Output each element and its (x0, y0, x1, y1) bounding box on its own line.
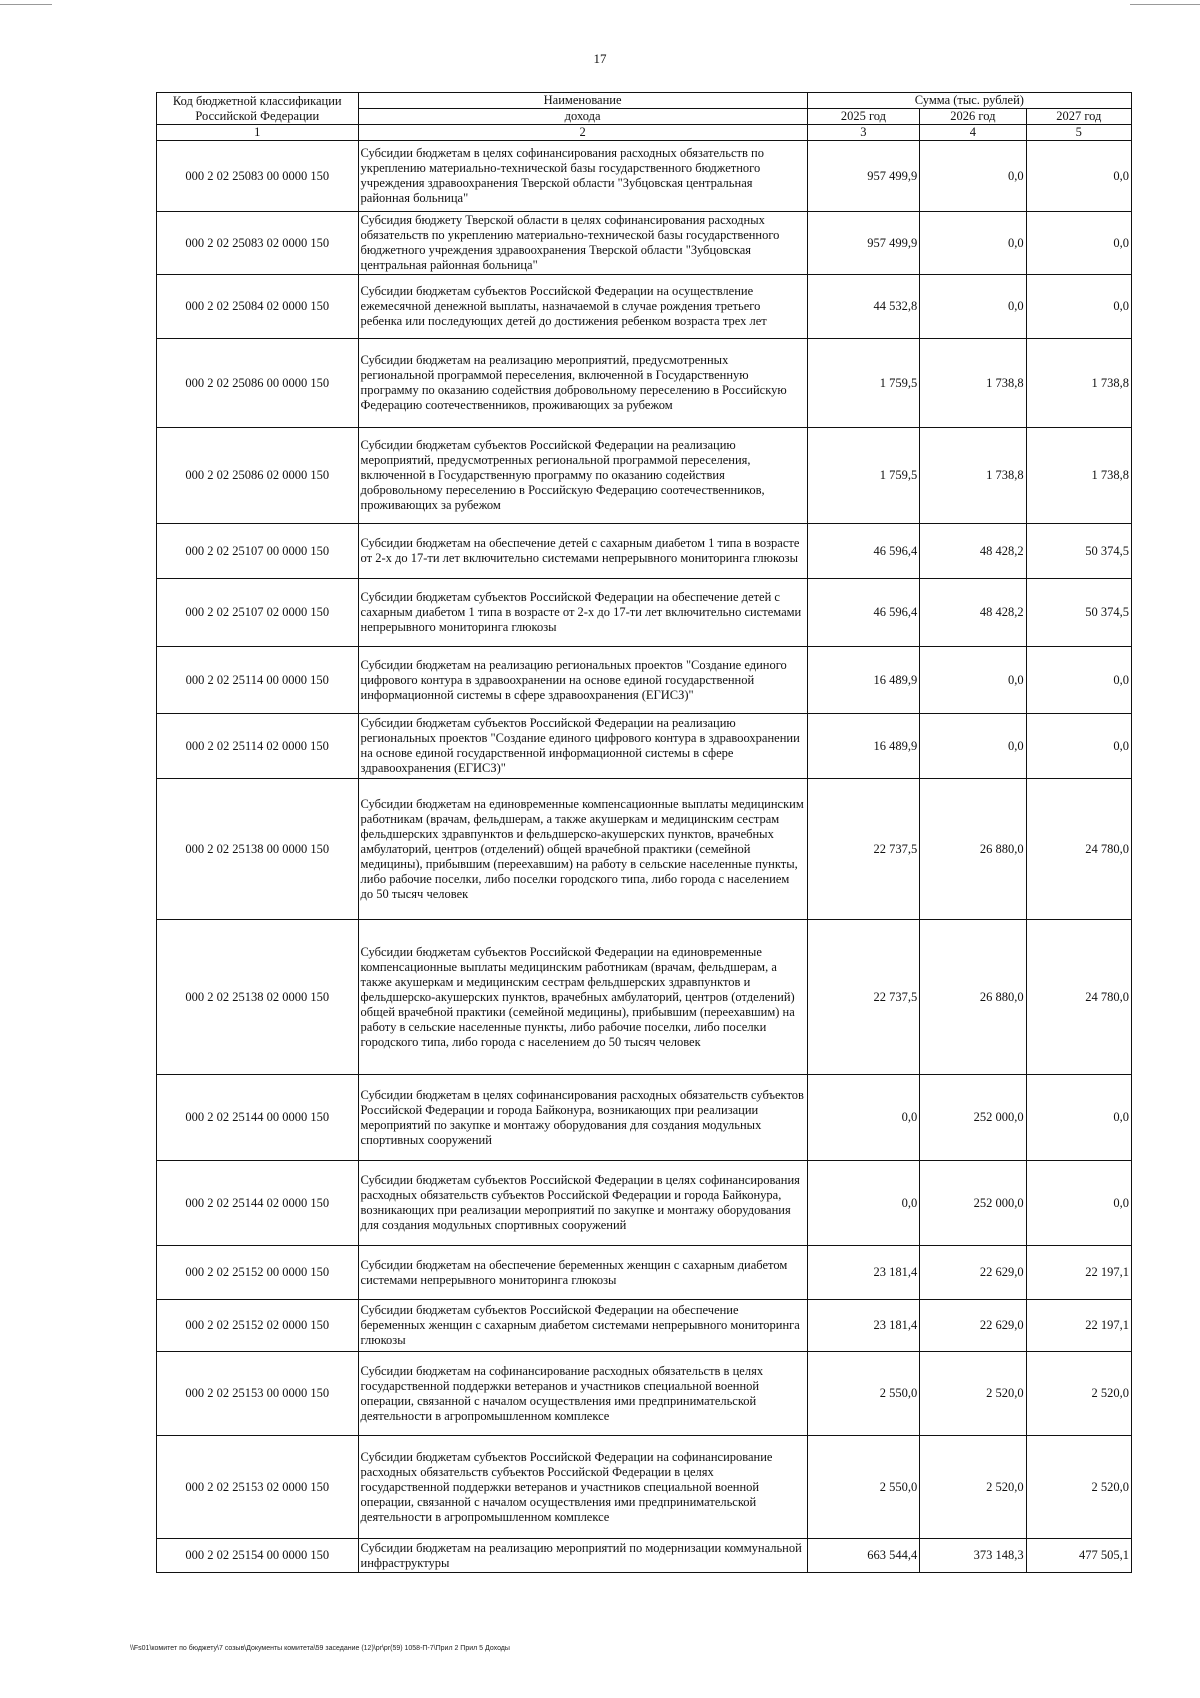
budget-code-cell: 000 2 02 25152 00 0000 150 (157, 1246, 359, 1300)
table-row (157, 428, 1132, 524)
revenue-name-cell: Субсидии бюджетам на обеспечение беременных женщин с сахарным диабетом системами непрерывного мониторинга глюкозы (358, 1246, 807, 1300)
budget-code-cell: 000 2 02 25144 02 0000 150 (157, 1161, 359, 1246)
header-name-line2: дохода (358, 109, 807, 125)
amount-2026-cell: 0,0 (920, 141, 1026, 212)
amount-2027-cell: 50 374,5 (1026, 524, 1131, 579)
amount-2025-cell: 1 759,5 (807, 428, 920, 524)
amount-2025-cell: 46 596,4 (807, 524, 920, 579)
revenue-name-cell: Субсидии бюджетам субъектов Российской Федерации на реализацию региональных проектов "Создание единого цифрового контура в здравоохранении на основе единой государственной информационной системы в сфере здравоохранения (ЕГИСЗ)" (358, 714, 807, 779)
budget-code-cell: 000 2 02 25154 00 0000 150 (157, 1539, 359, 1573)
revenue-name-cell: Субсидии бюджетам субъектов Российской Федерации на обеспечение детей с сахарным диабетом 1 типа в возрасте от 2-х до 17-ти лет включительно системами непрерывного мониторинга глюкозы (358, 579, 807, 647)
budget-code-cell: 000 2 02 25153 00 0000 150 (157, 1352, 359, 1436)
budget-code-cell: 000 2 02 25138 02 0000 150 (157, 920, 359, 1075)
table-row (157, 714, 1132, 779)
amount-2025-cell: 16 489,9 (807, 647, 920, 714)
amount-2026-cell: 26 880,0 (920, 920, 1026, 1075)
header-sum-group: Сумма (тыс. рублей) (807, 93, 1131, 109)
budget-code-cell: 000 2 02 25152 02 0000 150 (157, 1300, 359, 1352)
table-row (157, 275, 1132, 339)
amount-2026-cell: 48 428,2 (920, 524, 1026, 579)
amount-2027-cell: 1 738,8 (1026, 339, 1131, 428)
amount-2026-cell: 373 148,3 (920, 1539, 1026, 1573)
amount-2026-cell: 22 629,0 (920, 1300, 1026, 1352)
scan-mark (0, 4, 52, 5)
column-number: 3 (807, 125, 920, 141)
amount-2026-cell: 2 520,0 (920, 1436, 1026, 1539)
table-row (157, 1300, 1132, 1352)
table-row (157, 779, 1132, 920)
table-row (157, 579, 1132, 647)
amount-2027-cell: 0,0 (1026, 1161, 1131, 1246)
footer-file-path: \\Fs01\комитет по бюджету\7 созыв\Документы комитета\59 заседание (12)\pr\pr(59) 1058-П-7\Прил 2 Прил 5 Доходы (130, 1645, 510, 1652)
table-row (157, 1246, 1132, 1300)
amount-2026-cell: 0,0 (920, 212, 1026, 275)
column-number: 2 (358, 125, 807, 141)
budget-code-cell: 000 2 02 25114 00 0000 150 (157, 647, 359, 714)
amount-2027-cell: 24 780,0 (1026, 779, 1131, 920)
amount-2027-cell: 1 738,8 (1026, 428, 1131, 524)
amount-2025-cell: 2 550,0 (807, 1352, 920, 1436)
amount-2027-cell: 477 505,1 (1026, 1539, 1131, 1573)
amount-2025-cell: 2 550,0 (807, 1436, 920, 1539)
amount-2026-cell: 1 738,8 (920, 339, 1026, 428)
amount-2026-cell: 0,0 (920, 647, 1026, 714)
amount-2025-cell: 0,0 (807, 1161, 920, 1246)
amount-2027-cell: 50 374,5 (1026, 579, 1131, 647)
header-year-2027: 2027 год (1026, 109, 1131, 125)
table-row (157, 920, 1132, 1075)
column-number: 1 (157, 125, 359, 141)
table-row (157, 1352, 1132, 1436)
amount-2026-cell: 252 000,0 (920, 1075, 1026, 1161)
budget-code-cell: 000 2 02 25084 02 0000 150 (157, 275, 359, 339)
amount-2027-cell: 0,0 (1026, 1075, 1131, 1161)
revenue-name-cell: Субсидии бюджетам субъектов Российской Федерации на софинансирование расходных обязательств субъектов Российской Федерации в целях государственной поддержки ветеранов и участников специальной военной операции, связанной с началом осуществления ими предпринимательской деятельности в агропромышленном комплексе (358, 1436, 807, 1539)
amount-2027-cell: 22 197,1 (1026, 1300, 1131, 1352)
revenue-name-cell: Субсидии бюджетам в целях софинансирования расходных обязательств субъектов Российской Федерации и города Байконура, возникающих при реализации мероприятий по закупке и монтажу оборудования для создания модульных спортивных сооружений (358, 1075, 807, 1161)
amount-2027-cell: 0,0 (1026, 647, 1131, 714)
revenue-name-cell: Субсидия бюджету Тверской области в целях софинансирования расходных обязательств по укреплению материально-технической базы государственного бюджетного учреждения здравоохранения Тверской области "Зубцовская центральная районная больница" (358, 212, 807, 275)
budget-code-cell: 000 2 02 25153 02 0000 150 (157, 1436, 359, 1539)
revenue-name-cell: Субсидии бюджетам субъектов Российской Федерации на реализацию мероприятий, предусмотренных региональной программой переселения, включенной в Государственную программу по оказанию содействия добровольному переселению в Российскую Федерацию соотечественников, проживающих за рубежом (358, 428, 807, 524)
amount-2027-cell: 0,0 (1026, 714, 1131, 779)
amount-2027-cell: 0,0 (1026, 212, 1131, 275)
budget-code-cell: 000 2 02 25086 00 0000 150 (157, 339, 359, 428)
table-row (157, 1075, 1132, 1161)
budget-code-cell: 000 2 02 25107 02 0000 150 (157, 579, 359, 647)
amount-2025-cell: 1 759,5 (807, 339, 920, 428)
scan-mark (1130, 4, 1200, 5)
revenue-name-cell: Субсидии бюджетам на реализацию мероприятий, предусмотренных региональной программой переселения, включенной в Государственную программу по оказанию содействия добровольному переселению в Российскую Федерацию соотечественников, проживающих за рубежом (358, 339, 807, 428)
budget-code-cell: 000 2 02 25083 00 0000 150 (157, 141, 359, 212)
revenue-name-cell: Субсидии бюджетам субъектов Российской Федерации на осуществление ежемесячной денежной выплаты, назначаемой в случае рождения третьего ребенка или последующих детей до достижения ребенком возраста трех лет (358, 275, 807, 339)
header-code: Код бюджетной классификации Российской Федерации (157, 93, 359, 125)
amount-2026-cell: 0,0 (920, 275, 1026, 339)
amount-2027-cell: 2 520,0 (1026, 1436, 1131, 1539)
header-name-line1: Наименование (358, 93, 807, 109)
budget-code-cell: 000 2 02 25107 00 0000 150 (157, 524, 359, 579)
amount-2025-cell: 22 737,5 (807, 779, 920, 920)
amount-2027-cell: 2 520,0 (1026, 1352, 1131, 1436)
revenue-name-cell: Субсидии бюджетам на реализацию мероприятий по модернизации коммунальной инфраструктуры (358, 1539, 807, 1573)
revenue-name-cell: Субсидии бюджетам на реализацию региональных проектов "Создание единого цифрового контура в здравоохранении на основе единой государственной информационной системы в сфере здравоохранения (ЕГИСЗ)" (358, 647, 807, 714)
column-number: 5 (1026, 125, 1131, 141)
amount-2026-cell: 22 629,0 (920, 1246, 1026, 1300)
table-row (157, 1436, 1132, 1539)
budget-code-cell: 000 2 02 25086 02 0000 150 (157, 428, 359, 524)
amount-2025-cell: 16 489,9 (807, 714, 920, 779)
amount-2025-cell: 957 499,9 (807, 212, 920, 275)
column-number: 4 (920, 125, 1026, 141)
amount-2027-cell: 24 780,0 (1026, 920, 1131, 1075)
amount-2027-cell: 22 197,1 (1026, 1246, 1131, 1300)
revenue-table (156, 92, 1132, 1573)
amount-2025-cell: 23 181,4 (807, 1246, 920, 1300)
budget-code-cell: 000 2 02 25144 00 0000 150 (157, 1075, 359, 1161)
header-year-2026: 2026 год (920, 109, 1026, 125)
table-row (157, 524, 1132, 579)
amount-2026-cell: 48 428,2 (920, 579, 1026, 647)
table-row (157, 647, 1132, 714)
amount-2025-cell: 22 737,5 (807, 920, 920, 1075)
budget-code-cell: 000 2 02 25114 02 0000 150 (157, 714, 359, 779)
table-row (157, 339, 1132, 428)
amount-2026-cell: 2 520,0 (920, 1352, 1026, 1436)
revenue-name-cell: Субсидии бюджетам субъектов Российской Федерации в целях софинансирования расходных обязательств субъектов Российской Федерации и города Байконура, возникающих при реализации мероприятий по закупке и монтажу оборудования для создания модульных спортивных сооружений (358, 1161, 807, 1246)
amount-2027-cell: 0,0 (1026, 141, 1131, 212)
budget-code-cell: 000 2 02 25083 02 0000 150 (157, 212, 359, 275)
table-row (157, 1539, 1132, 1573)
amount-2025-cell: 663 544,4 (807, 1539, 920, 1573)
revenue-name-cell: Субсидии бюджетам в целях софинансирования расходных обязательств по укреплению материально-технической базы государственного бюджетного учреждения здравоохранения Тверской области "Зубцовская центральная районная больница" (358, 141, 807, 212)
table-row (157, 212, 1132, 275)
revenue-name-cell: Субсидии бюджетам субъектов Российской Федерации на обеспечение беременных женщин с сахарным диабетом системами непрерывного мониторинга глюкозы (358, 1300, 807, 1352)
table-row (157, 1161, 1132, 1246)
amount-2025-cell: 0,0 (807, 1075, 920, 1161)
revenue-name-cell: Субсидии бюджетам на единовременные компенсационные выплаты медицинским работникам (врачам, фельдшерам, а также акушеркам и медицинским сестрам фельдшерских здравпунктов и фельдшерско-акушерских пунктов, врачебных амбулаторий, центров (отделений) общей врачебной практики (семейной медицины), прибывшим (переехавшим) на работу в сельские населенные пункты, либо рабочие поселки, либо поселки городского типа, либо города с населением до 50 тысяч человек (358, 779, 807, 920)
amount-2025-cell: 23 181,4 (807, 1300, 920, 1352)
amount-2026-cell: 1 738,8 (920, 428, 1026, 524)
budget-code-cell: 000 2 02 25138 00 0000 150 (157, 779, 359, 920)
amount-2025-cell: 46 596,4 (807, 579, 920, 647)
amount-2026-cell: 252 000,0 (920, 1161, 1026, 1246)
amount-2025-cell: 957 499,9 (807, 141, 920, 212)
header-year-2025: 2025 год (807, 109, 920, 125)
amount-2026-cell: 0,0 (920, 714, 1026, 779)
revenue-name-cell: Субсидии бюджетам на обеспечение детей с сахарным диабетом 1 типа в возрасте от 2-х до 17-ти лет включительно системами непрерывного мониторинга глюкозы (358, 524, 807, 579)
revenue-name-cell: Субсидии бюджетам субъектов Российской Федерации на единовременные компенсационные выплаты медицинским работникам (врачам, фельдшерам, а также акушеркам и медицинским сестрам фельдшерских здравпунктов и фельдшерско-акушерских пунктов, врачебных амбулаторий, центров (отделений) общей врачебной практики (семейной медицины), прибывшим (переехавшим) на работу в сельские населенные пункты, либо рабочие поселки, либо поселки городского типа, либо города с населением до 50 тысяч человек (358, 920, 807, 1075)
table-row (157, 141, 1132, 212)
amount-2027-cell: 0,0 (1026, 275, 1131, 339)
revenue-name-cell: Субсидии бюджетам на софинансирование расходных обязательств в целях государственной поддержки ветеранов и участников специальной военной операции, связанной с началом осуществления ими предпринимательской деятельности в агропромышленном комплексе (358, 1352, 807, 1436)
amount-2026-cell: 26 880,0 (920, 779, 1026, 920)
amount-2025-cell: 44 532,8 (807, 275, 920, 339)
page-number: 17 (593, 51, 607, 66)
